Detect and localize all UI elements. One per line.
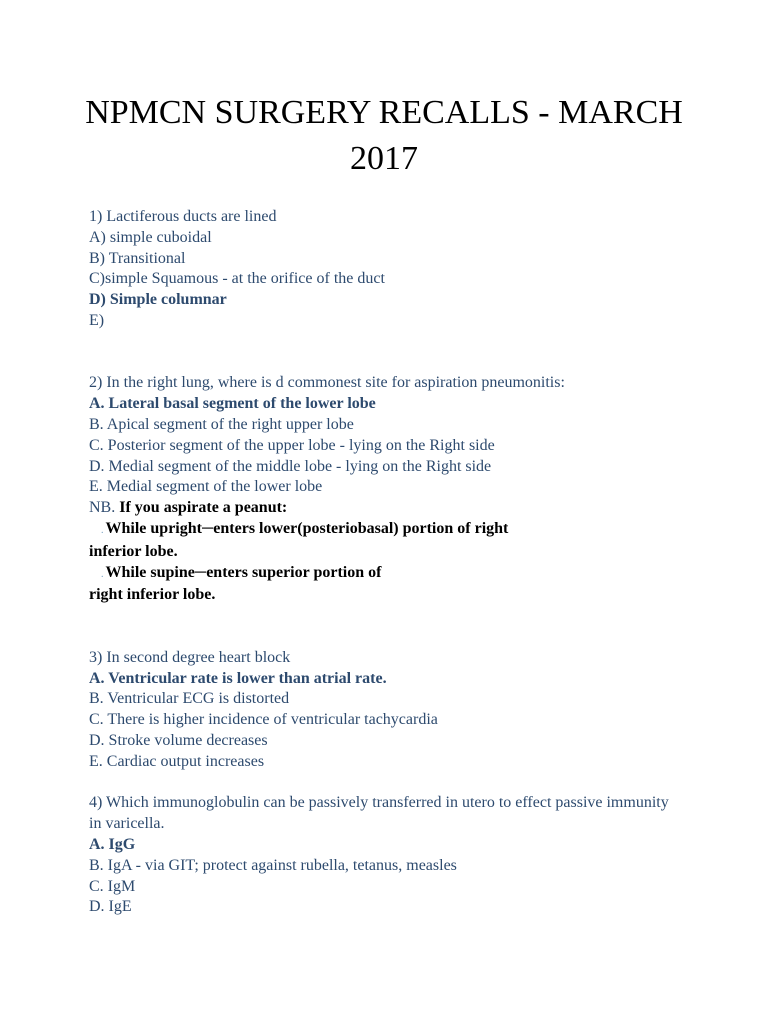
question-3-option-a-answer: A. Ventricular rate is lower than atrial rate. (89, 669, 387, 687)
question-3-option-e: E. Cardiac output increases (89, 752, 265, 770)
question-2-option-c: C. Posterior segment of the upper lobe - lying on the Right side (89, 436, 495, 454)
document-title (0, 90, 768, 182)
question-2-option-b: B. Apical segment of the right upper lobe (89, 415, 354, 433)
note-1-line-1: While upright─enters lower(posteriobasal) portion of right (105, 519, 509, 537)
question-4-option-d: D. IgE (89, 898, 132, 916)
question-3-stem: 3) In second degree heart block (89, 648, 291, 666)
question-2-option-d: D. Medial segment of the middle lobe - lying on the Right side (89, 457, 492, 475)
question-2 (89, 373, 729, 606)
question-4-option-c: C. IgM (89, 877, 136, 895)
question-2-note-2 (89, 563, 729, 586)
question-3-option-b: B. Ventricular ECG is distorted (89, 690, 290, 708)
note-2-line-1: While supine─enters superior portion of (105, 563, 382, 581)
questions-body (89, 207, 729, 918)
question-1-option-b: B) Transitional (89, 249, 186, 267)
title-line-2: 2017 (350, 140, 418, 177)
question-1-option-d-answer: D) Simple columnar (89, 291, 227, 309)
question-1-option-e: E) (89, 311, 105, 329)
question-2-note-heading (89, 498, 729, 519)
question-2-note-1 (89, 519, 729, 542)
note-2-line-2: right inferior lobe. (89, 586, 216, 604)
question-1-option-a: A) simple cuboidal (89, 228, 212, 246)
note-1-line-2: inferior lobe. (89, 542, 178, 560)
question-1-stem: 1) Lactiferous ducts are lined (89, 208, 277, 225)
spacer (89, 606, 729, 648)
question-2-option-e: E. Medial segment of the lower lobe (89, 478, 323, 496)
title-line-1: NPMCN SURGERY RECALLS - MARCH (85, 94, 683, 131)
spacer (89, 332, 729, 374)
question-3-option-d: D. Stroke volume decreases (89, 731, 268, 749)
nb-text: If you aspirate a peanut: (115, 499, 288, 517)
question-1-option-c: C)simple Squamous - at the orifice of the duct (89, 270, 385, 288)
question-1 (89, 207, 729, 332)
question-4-option-a-answer: A. IgG (89, 835, 136, 853)
question-4-option-b: B. IgA - via GIT; protect against rubella, tetanus, measles (89, 856, 457, 874)
question-3 (89, 648, 729, 773)
question-2-stem: 2) In the right lung, where is d commonest site for aspiration pneumonitis: (89, 374, 565, 392)
question-4 (89, 793, 729, 918)
question-3-option-c: C. There is higher incidence of ventricular tachycardia (89, 711, 438, 729)
spacer (89, 773, 729, 794)
bullet-icon: . (101, 568, 104, 580)
bullet-icon: . (101, 524, 104, 536)
question-4-stem: 4) Which immunoglobulin can be passively transferred in utero to effect passive immunity in varicella. (89, 794, 669, 833)
nb-label: NB. (89, 499, 116, 517)
question-2-option-a-answer: A. Lateral basal segment of the lower lobe (89, 395, 376, 413)
